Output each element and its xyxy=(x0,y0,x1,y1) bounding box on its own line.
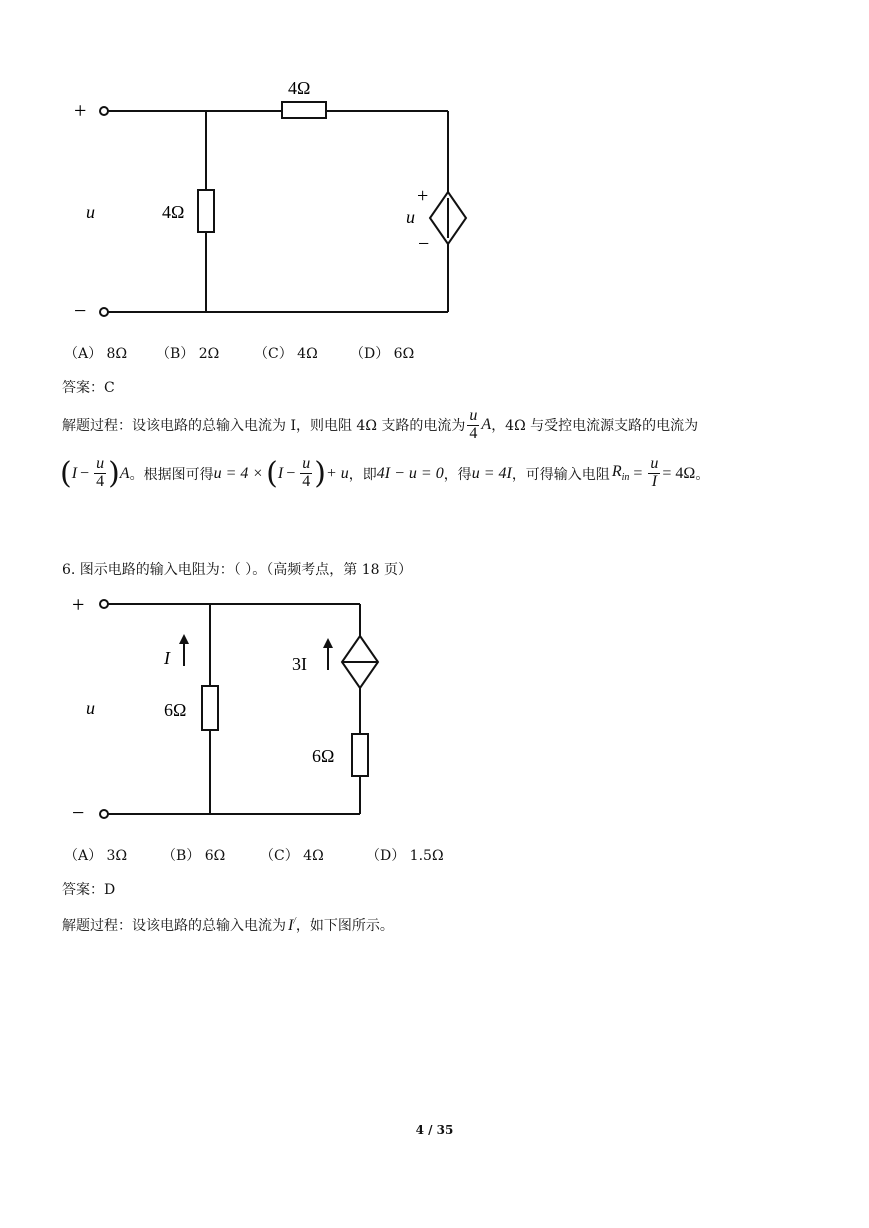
q5-unit-a: A xyxy=(481,416,492,434)
q5-fraction-u-over-i: $\frac{u}{I}$ xyxy=(650,455,659,490)
q5-solution-line2: ( I − $\frac{u}{4}$ ) A 。根据图可得 u = 4 × ( I − $\frac{u}{4}$ ) + u ，即 4I − u = 0 ，得 u = 4I ，可得输入电阻 $R_{in}$ = $\frac{u}{I}$ = 4Ω 。 xyxy=(60,455,710,491)
voltage-u: u xyxy=(86,202,95,222)
q6-option-a: （A） 3Ω xyxy=(64,848,128,864)
terminal-top xyxy=(100,107,108,115)
q5-solution-line1 xyxy=(62,408,698,443)
q6-option-c: （C） 4Ω xyxy=(260,848,324,864)
terminal-top xyxy=(100,600,108,608)
q5-eq3: u = 4I xyxy=(471,464,512,482)
q5-fraction-2: $\frac{u}{4}$ xyxy=(96,455,105,490)
q5-eq1a: u = 4 × xyxy=(213,464,264,482)
q6-title: 6. 图示电路的输入电阻为：（ ）。（高频考点，第 18 页） xyxy=(62,562,412,578)
q6-solution: 解题过程：设该电路的总输入电流为 I/，如下图所示。 xyxy=(62,915,394,934)
resistor-top-label: 4Ω xyxy=(288,78,311,98)
circuit-diagram-1 xyxy=(60,60,480,340)
source-minus: − xyxy=(418,233,430,255)
q6-answer: 答案：D xyxy=(62,882,116,898)
resistor-left xyxy=(202,686,218,730)
q5-option-a: （A） 8Ω xyxy=(64,346,128,362)
resistor-top xyxy=(282,102,326,118)
q5-var-i: I xyxy=(71,464,78,482)
q6-option-d: （D） 1.5Ω xyxy=(366,848,444,864)
resistor-right xyxy=(352,734,368,776)
terminal-bottom xyxy=(100,308,108,316)
source-u: u xyxy=(406,207,415,227)
q5-sol-text-b: ，4Ω 与受控电流源支路的电流为 xyxy=(491,418,699,435)
q5-option-b: （B） 2Ω xyxy=(156,346,220,362)
source-3i-label: 3I xyxy=(292,654,307,674)
q5-fraction-u-over-4: $\frac{u}{4}$ xyxy=(469,407,478,442)
q5-r-in: $R_{in}$ xyxy=(611,463,630,484)
resistor-left-label: 4Ω xyxy=(162,202,185,222)
q6-var-i-prime: I/ xyxy=(288,915,296,934)
q5-option-d: （D） 6Ω xyxy=(350,346,415,362)
q5-fraction-3: $\frac{u}{4}$ xyxy=(302,455,311,490)
q5-eq1b: + u xyxy=(325,464,349,482)
q5-answer: 答案：C xyxy=(62,380,115,396)
page-number: 4 / 35 xyxy=(415,1123,454,1137)
q5-sol-text-a: 解题过程：设该电路的总输入电流为 I，则电阻 4Ω 支路的电流为 xyxy=(62,418,466,435)
q5-result: = 4Ω xyxy=(662,464,696,482)
terminal-plus: + xyxy=(72,592,85,617)
current-i-label: I xyxy=(164,648,170,668)
q5-option-c: （C） 4Ω xyxy=(254,346,318,362)
terminal-bottom xyxy=(100,810,108,818)
terminal-plus: + xyxy=(74,98,87,123)
circuit-diagram-2 xyxy=(60,590,390,830)
resistor-left-label: 6Ω xyxy=(164,700,187,720)
q5-eq2: 4I − u = 0 xyxy=(376,464,444,482)
q6-option-b: （B） 6Ω xyxy=(162,848,226,864)
source-plus: + xyxy=(417,185,429,207)
resistor-left xyxy=(198,190,214,232)
q5-text-according: 。根据图可得 xyxy=(129,466,214,483)
terminal-minus: − xyxy=(72,800,85,825)
resistor-right-label: 6Ω xyxy=(312,746,335,766)
voltage-u: u xyxy=(86,698,95,718)
terminal-minus: − xyxy=(74,298,87,323)
